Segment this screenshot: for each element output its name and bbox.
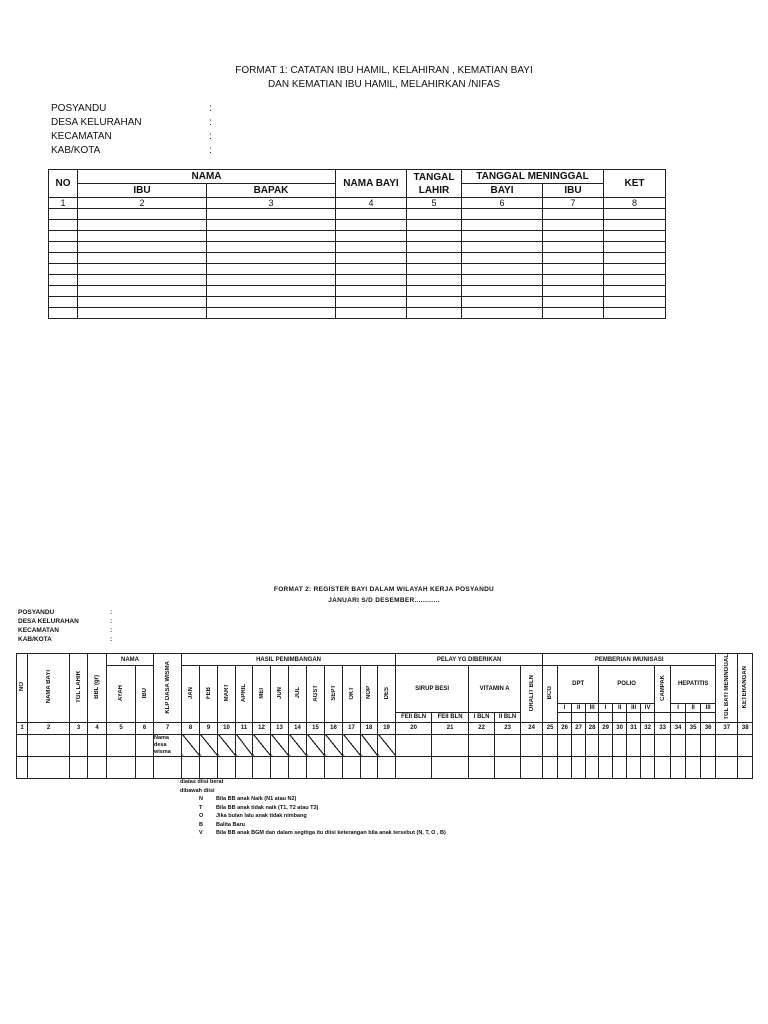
col2-vitamin-a: VITAMIN A xyxy=(469,666,521,713)
col-ibu: IBU xyxy=(78,184,207,198)
col2-ayah: AYAH xyxy=(107,666,136,723)
col-ibu-meninggal: IBU xyxy=(543,184,604,198)
col-bayi: BAYI xyxy=(462,184,543,198)
table-row xyxy=(49,242,666,253)
month-okt: OKT xyxy=(343,666,361,723)
info2-label-posyandu: POSYANDU xyxy=(18,609,55,616)
month-agst: AGST xyxy=(307,666,325,723)
info-label-kabkota: KAB/KOTA xyxy=(51,145,101,156)
col2-pelay: PELAY YG DIBERIKAN xyxy=(396,654,543,666)
col2-polio: POLIO xyxy=(599,666,655,704)
table-row xyxy=(49,308,666,319)
table-row xyxy=(17,734,753,756)
month-sept: SEPT xyxy=(325,666,343,723)
col2-tgl-meninggal: TGL BAYI MENINGGAL xyxy=(716,654,738,723)
info2-label-kabkota: KAB/KOTA xyxy=(18,636,52,643)
month-nop: NOP xyxy=(361,666,378,723)
format1-title-line2: DAN KEMATIAN IBU HAMIL, MELAHIRKAN /NIFAS xyxy=(267,79,501,90)
col2-ibu: IBU xyxy=(136,666,154,723)
format1-table xyxy=(48,169,666,319)
table-row xyxy=(49,209,666,220)
month-feb: FEB xyxy=(200,666,218,723)
col2-bcg: BCG xyxy=(543,666,558,723)
sub-feii-1: FEII BLN xyxy=(396,712,432,722)
col2-sirup-besi: SIRUP BESI xyxy=(396,666,469,713)
col-ket: KET xyxy=(604,170,666,198)
month-jan: JAN xyxy=(182,666,200,723)
sub-feii-2: FEII BLN xyxy=(432,712,469,722)
month-des: DES xyxy=(378,666,396,723)
col2-bbl: BBL (gr) xyxy=(88,654,107,723)
legend-intro-2: dibawah diisi xyxy=(180,787,215,794)
month-jun: JUN xyxy=(271,666,289,723)
col2-nama-bayi: NAMA BAYI xyxy=(28,654,70,723)
col2-hasil-penimbangan: HASIL PENIMBANGAN xyxy=(182,654,396,666)
table-row xyxy=(17,756,753,778)
col-bapak: BAPAK xyxy=(207,184,336,198)
table-row xyxy=(49,297,666,308)
col-tangal-lahir: TANGAL LAHIR xyxy=(407,170,462,198)
column-number-row: 1 2 3 4 5 6 7 8 9 10 11 12 13 14 15 16 17 18 19 20 21 22 23 24 25 26 27 28 29 30 31 32 33 34 35 36 37 38 xyxy=(17,722,753,734)
month-mei: MEI xyxy=(253,666,271,723)
table-row xyxy=(49,275,666,286)
month-jul: JUL xyxy=(289,666,307,723)
month-mart: MART xyxy=(218,666,236,723)
col-nama: NAMA xyxy=(78,170,336,184)
col-tanggal-meninggal: TANGGAL MENINGGAL xyxy=(462,170,604,184)
info-label-kecamatan: KECAMATAN xyxy=(51,131,112,142)
col2-no: NO xyxy=(17,654,28,723)
table-row xyxy=(49,231,666,242)
sub-ii-bln: II BLN xyxy=(495,712,521,722)
format1-info-block: POSYANDU : DESA KELURAHAN : KECAMATAN : KAB/KOTA : xyxy=(51,103,212,156)
format2-title-line1: FORMAT 2: REGISTER BAYI DALAM WILAYAH KERJA POSYANDU xyxy=(273,586,495,593)
nama-desa-wisma-note: Nama desa wisma xyxy=(154,734,182,756)
col2-tgl-lahir: TGL LAHIR xyxy=(70,654,88,723)
month-april: APRIL xyxy=(236,666,253,723)
format1-title-line1: FORMAT 1: CATATAN IBU HAMIL, KELAHIRAN , KEMATIAN BAYI xyxy=(235,65,533,76)
sub-i-bln: I BLN xyxy=(469,712,495,722)
format2-info-block: POSYANDU : DESA KELURAHAN : KECAMATAN : KAB/KOTA : xyxy=(18,609,113,643)
col2-campak: CAMPAK xyxy=(655,666,671,713)
info-label-posyandu: POSYANDU xyxy=(51,103,107,114)
info2-label-desa: DESA KELURAHAN xyxy=(18,618,79,625)
col2-hepatitis: HEPATITIS xyxy=(671,666,716,704)
column-number-row: 1 2 3 4 5 6 7 8 xyxy=(49,198,666,209)
col2-dpt: DPT xyxy=(558,666,599,704)
col2-klp-dasa-wisma: KLP DASA WISMA xyxy=(154,654,182,723)
info2-label-kecamatan: KECAMATAN xyxy=(18,627,59,634)
table-row xyxy=(49,253,666,264)
col2-pemberian-imunisasi: PEMBERIAN IMUNISASI xyxy=(543,654,716,666)
col-no: NO xyxy=(49,170,78,198)
format2-table: NO NAMA BAYI TGL LAHIR BBL (gr) NAMA KLP DASA WISMA HASIL PENIMBANGAN PELAY YG DIBERIKAN PEMBERIAN IMUNISASI TGL BAYI MENINGGAL KETERANGAN AYAH IBU JAN FEB MART APRIL MEI JUN JUL AGST SEPT OKT NOP DES SIRUP BESI VITAMIN A ORALIT BLN BCG DPT POLIO CAMPAK HEPATITIS I II III I II III IV I II III FEII BLN FEII BLN I BLN II BLN 1 2 3 4 5 6 7 8 9 10 11 12 13 14 15 16 17 18 19 20 21 22 23 24 25 26 27 28 29 30 31 32 33 34 35 36 37 38 Nama desa wisma xyxy=(16,653,753,779)
info-label-desa: DESA KELURAHAN xyxy=(51,117,142,128)
table-row xyxy=(49,220,666,231)
format2-title-line2: JANUARI S/D DESEMBER............ xyxy=(328,597,440,604)
legend-intro-1: diatas diisi berat xyxy=(180,779,224,785)
col2-nama: NAMA xyxy=(107,654,154,666)
col2-keterangan: KETERANGAN xyxy=(738,654,753,723)
col-nama-bayi: NAMA BAYI xyxy=(336,170,407,198)
table-row xyxy=(49,264,666,275)
table-row xyxy=(49,286,666,297)
col2-oralit: ORALIT BLN xyxy=(521,666,543,723)
